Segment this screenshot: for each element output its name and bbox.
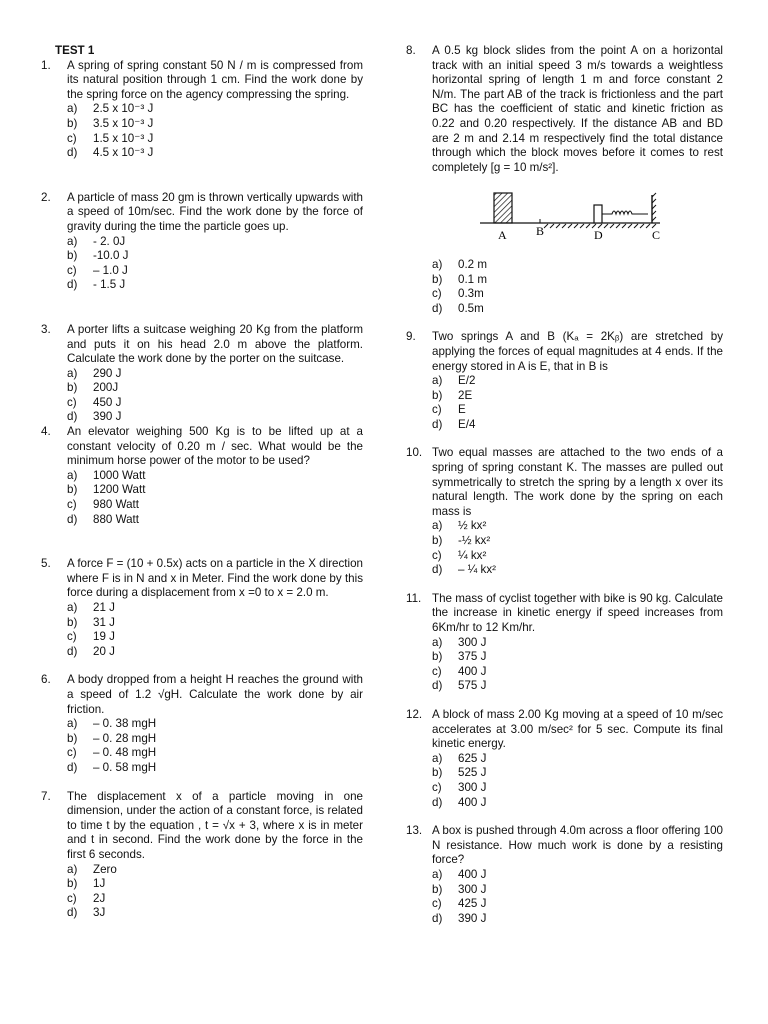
- question-7: [38, 790, 363, 921]
- question-number: 4.: [41, 425, 51, 439]
- option-label: b): [67, 877, 78, 891]
- option-text: 575 J: [458, 679, 487, 693]
- question-text: A block of mass 2.00 Kg moving at a speed of 10 m/sec accelerates at 3.00 m/sec² for 5 sec. Compute its final kinetic energy.: [432, 707, 723, 751]
- option-label: c): [67, 263, 77, 277]
- option-text: 525 J: [458, 766, 487, 780]
- question-3: [38, 323, 363, 425]
- option: [432, 897, 723, 912]
- options-list: [432, 374, 723, 432]
- question-text: A porter lifts a suitcase weighing 20 Kg from the platform and puts it on his head 2.0 m above the platform. Calculate the work done by the porter on the suitcase.: [67, 322, 363, 366]
- option-label: c): [67, 498, 77, 512]
- option-text: 400 J: [458, 867, 487, 881]
- option: [432, 273, 723, 288]
- question-10: [403, 446, 723, 577]
- option-label: a): [67, 601, 78, 614]
- option-text: 300 J: [458, 635, 487, 649]
- question-number: 7.: [41, 789, 51, 803]
- option-text: 1J: [93, 877, 106, 891]
- option-label: d): [432, 301, 443, 315]
- option: [432, 912, 723, 927]
- option: [432, 650, 723, 665]
- question-number: 13.: [406, 824, 423, 838]
- option-label: d): [67, 512, 78, 526]
- option-label: d): [67, 644, 78, 658]
- option-text: 200J: [93, 381, 119, 395]
- option: [67, 367, 363, 382]
- options-list: [67, 601, 363, 659]
- option: [432, 534, 723, 549]
- option: [67, 601, 363, 616]
- option: [432, 418, 723, 433]
- option-text: 2.5 x 10⁻³ J: [93, 102, 154, 116]
- option: [67, 249, 363, 264]
- option-label: a): [67, 717, 78, 731]
- option-label: b): [432, 766, 443, 780]
- option: [432, 287, 723, 302]
- question-number: 8.: [406, 44, 416, 57]
- option: [67, 906, 363, 921]
- track-spring-figure: [472, 183, 672, 243]
- option-label: d): [432, 679, 443, 693]
- question-number: 10.: [406, 446, 423, 460]
- option-label: a): [67, 102, 78, 116]
- option-label: c): [67, 891, 77, 905]
- option-label: a): [432, 374, 443, 388]
- option-text: 880 Watt: [93, 512, 139, 526]
- option: [67, 761, 363, 776]
- option-label: b): [67, 483, 78, 497]
- option-label: d): [67, 410, 78, 424]
- option-text: 0.5m: [458, 301, 484, 315]
- option: [432, 302, 723, 317]
- option: [67, 513, 363, 528]
- options-list: [432, 519, 723, 577]
- option-text: 625 J: [458, 751, 487, 765]
- option-label: c): [432, 287, 442, 301]
- option-text: 300 J: [458, 882, 487, 896]
- option-label: b): [67, 116, 78, 130]
- option-text: 4.5 x 10⁻³ J: [93, 146, 154, 160]
- option: [432, 665, 723, 680]
- question-number: 1.: [41, 58, 51, 72]
- option-label: b): [67, 249, 78, 263]
- option-label: b): [432, 388, 443, 402]
- question-number: 9.: [406, 330, 416, 344]
- option-text: 2E: [458, 388, 473, 402]
- option: [432, 679, 723, 694]
- option-label: c): [432, 780, 442, 794]
- option: [432, 549, 723, 564]
- option-text: 390 J: [458, 911, 487, 925]
- option-text: 3J: [93, 906, 106, 920]
- option-label: a): [432, 635, 443, 649]
- option: [67, 410, 363, 425]
- option-label: b): [67, 615, 78, 629]
- option: [67, 146, 363, 161]
- option: [432, 519, 723, 534]
- question-1: [38, 59, 363, 161]
- option-text: 3.5 x 10⁻³ J: [93, 116, 154, 130]
- option-text: E: [458, 403, 466, 417]
- question-11: [403, 592, 723, 694]
- option: [67, 469, 363, 484]
- option-text: ½ kx²: [458, 519, 487, 533]
- option-label: a): [432, 257, 443, 271]
- options-list: [67, 717, 363, 775]
- options-list: [432, 868, 723, 926]
- option-label: b): [67, 731, 78, 745]
- option-text: 1.5 x 10⁻³ J: [93, 131, 154, 145]
- question-text: A particle of mass 20 gm is thrown vertically upwards with a speed of 10m/sec. Find the work done by the force of gravity during the time the particle goes up.: [67, 190, 363, 233]
- question-6: [38, 673, 363, 775]
- option: [67, 616, 363, 631]
- question-number: 11.: [406, 591, 422, 605]
- option-label: d): [432, 911, 443, 925]
- option: [67, 117, 363, 132]
- question-number: 2.: [41, 190, 51, 204]
- left-column: [38, 44, 363, 921]
- option: [67, 645, 363, 660]
- option-text: 290 J: [93, 366, 122, 380]
- option-text: - 1.5 J: [93, 278, 126, 292]
- option-text: – 1.0 J: [93, 263, 128, 277]
- question-number: 5.: [41, 557, 51, 571]
- option-label: d): [432, 563, 443, 577]
- option-text: 390 J: [93, 410, 122, 424]
- option: [432, 781, 723, 796]
- option: [67, 396, 363, 411]
- options-list: [432, 636, 723, 694]
- option-text: 400 J: [458, 664, 487, 678]
- option-text: 2J: [93, 891, 106, 905]
- question-text: A 0.5 kg block slides from the point A on a horizontal track with an initial speed 3 m/s towards a weightless horizontal spring of length 1 m and force constant 2 N/m. The part AB of the track is frictionless and the part BC has the coefficient of static and kinetic friction as 0.22 and 0.20 respectively. If the distance AB and BD are 2 m and 2.14 m respectively find the total distance through which the block moves before it comes to rest completely [g = 10 m/s²].: [432, 44, 723, 174]
- option-label: b): [432, 882, 443, 896]
- option: [432, 563, 723, 578]
- options-list: [432, 258, 723, 316]
- option: [67, 102, 363, 117]
- option-label: a): [67, 862, 78, 876]
- option-text: 31 J: [93, 615, 115, 629]
- question-9: [403, 330, 723, 432]
- option-text: 980 Watt: [93, 498, 139, 512]
- question-number: 12.: [406, 707, 423, 721]
- option: [67, 863, 363, 878]
- question-text: Two equal masses are attached to the two ends of a spring of spring constant K. The masses are pulled out symmetrically to stretch the spring by a length x over its natural length. The work done by the spring on each mass is: [432, 446, 723, 518]
- option-text: 0.1 m: [458, 272, 487, 286]
- option-text: 20 J: [93, 644, 115, 658]
- label-a: A: [498, 228, 507, 243]
- question-text: Two springs A and B (Kₐ = 2Kᵦ) are stretched by applying the forces of equal magnitudes at 4 ends. If the energy stored in A is E, that in B is: [432, 330, 723, 373]
- option-text: 19 J: [93, 630, 115, 644]
- option-label: b): [432, 534, 443, 548]
- option: [432, 403, 723, 418]
- option-text: – 0. 48 mgH: [93, 746, 157, 760]
- option-text: Zero: [93, 862, 117, 876]
- option-text: ¼ kx²: [458, 548, 487, 562]
- question-13: [403, 824, 723, 926]
- option-text: E/2: [458, 374, 476, 388]
- question-text: The displacement x of a particle moving in one dimension, under the action of a constant force, is related to time t by the equation , t = √x + 3, where x is in meter and t in second. Find the work done by the force in the first 6 seconds.: [67, 789, 363, 861]
- option-label: d): [432, 795, 443, 809]
- option: [67, 498, 363, 513]
- option: [67, 746, 363, 761]
- option-label: c): [432, 548, 442, 562]
- question-number: 3.: [41, 322, 51, 336]
- question-8: [403, 44, 723, 316]
- option-label: a): [67, 366, 78, 380]
- option: [67, 235, 363, 250]
- option-label: a): [432, 867, 443, 881]
- option-text: 375 J: [458, 650, 487, 664]
- option-text: 425 J: [458, 897, 487, 911]
- option-text: 0.2 m: [458, 257, 487, 271]
- question-text: A force F = (10 + 0.5x) acts on a particle in the X direction where F is in N and x in Meter. Find the work done by this force during a displacement from x =0 to x = 2.0 m.: [67, 557, 363, 600]
- option-text: 21 J: [93, 601, 115, 614]
- option-label: c): [432, 897, 442, 911]
- option-label: a): [432, 751, 443, 765]
- option-label: d): [67, 760, 78, 774]
- option: [432, 796, 723, 811]
- option: [432, 883, 723, 898]
- option: [67, 278, 363, 293]
- options-list: [67, 102, 363, 160]
- options-list: [67, 469, 363, 527]
- option-label: d): [432, 417, 443, 431]
- right-column: [403, 44, 723, 926]
- option: [67, 630, 363, 645]
- label-b: B: [536, 224, 545, 239]
- option: [67, 132, 363, 147]
- option: [432, 752, 723, 767]
- option: [432, 636, 723, 651]
- option-text: 300 J: [458, 780, 487, 794]
- option: [67, 717, 363, 732]
- question-12: [403, 708, 723, 810]
- option-text: -10.0 J: [93, 249, 129, 263]
- option-text: -½ kx²: [458, 534, 491, 548]
- option: [67, 877, 363, 892]
- option-text: – 0. 38 mgH: [93, 717, 157, 731]
- option: [67, 892, 363, 907]
- options-list: [67, 235, 363, 293]
- option-text: 1000 Watt: [93, 468, 146, 482]
- option: [432, 766, 723, 781]
- question-number: 6.: [41, 673, 51, 687]
- option: [67, 381, 363, 396]
- label-d: D: [594, 228, 603, 243]
- option-label: d): [67, 278, 78, 292]
- option-label: c): [432, 403, 442, 417]
- question-text: The mass of cyclist together with bike is 90 kg. Calculate the increase in kinetic energy if speed increases from 6Km/hr to 12 Km/hr.: [432, 591, 723, 634]
- option-text: – ¼ kx²: [458, 563, 497, 577]
- option-label: b): [67, 381, 78, 395]
- question-2: [38, 191, 363, 293]
- option-label: c): [67, 746, 77, 760]
- option-text: – 0. 58 mgH: [93, 760, 157, 774]
- options-list: [432, 752, 723, 810]
- option-label: c): [67, 630, 77, 644]
- question-text: An elevator weighing 500 Kg is to be lifted up at a constant velocity of 0.20 m / sec. What would be the minimum horse power of the motor to be used?: [67, 425, 363, 468]
- option-text: 0.3m: [458, 287, 484, 301]
- question-text: A spring of spring constant 50 N / m is compressed from its natural position through 1 cm. Find the work done by the spring force on the agency compressing the spring.: [67, 58, 363, 101]
- option: [67, 483, 363, 498]
- option-label: a): [67, 234, 78, 248]
- option-label: b): [432, 272, 443, 286]
- option: [432, 868, 723, 883]
- option-text: E/4: [458, 417, 476, 431]
- option: [432, 258, 723, 273]
- test-title: TEST 1: [55, 44, 95, 57]
- option-label: c): [67, 131, 77, 145]
- option-text: - 2. 0J: [93, 234, 126, 248]
- option-text: 400 J: [458, 795, 487, 809]
- option: [67, 264, 363, 279]
- question-text: A body dropped from a height H reaches the ground with a speed of 1.2 √gH. Calculate the work done by air friction.: [67, 673, 363, 716]
- option-label: b): [432, 650, 443, 664]
- question-text: A box is pushed through 4.0m across a floor offering 100 N resistance. How much work is done by a resisting force?: [432, 824, 723, 867]
- option-label: d): [67, 906, 78, 920]
- options-list: [67, 367, 363, 425]
- option-label: c): [67, 395, 77, 409]
- option-text: 1200 Watt: [93, 483, 146, 497]
- question-4: [38, 425, 363, 527]
- option-label: a): [67, 468, 78, 482]
- question-5: [38, 557, 363, 659]
- option: [432, 389, 723, 404]
- option-label: d): [67, 146, 78, 160]
- option: [432, 374, 723, 389]
- option-text: 450 J: [93, 395, 122, 409]
- label-c: C: [652, 228, 661, 243]
- option-text: – 0. 28 mgH: [93, 731, 157, 745]
- option-label: a): [432, 519, 443, 533]
- options-list: [67, 863, 363, 921]
- option-label: c): [432, 664, 442, 678]
- option: [67, 732, 363, 747]
